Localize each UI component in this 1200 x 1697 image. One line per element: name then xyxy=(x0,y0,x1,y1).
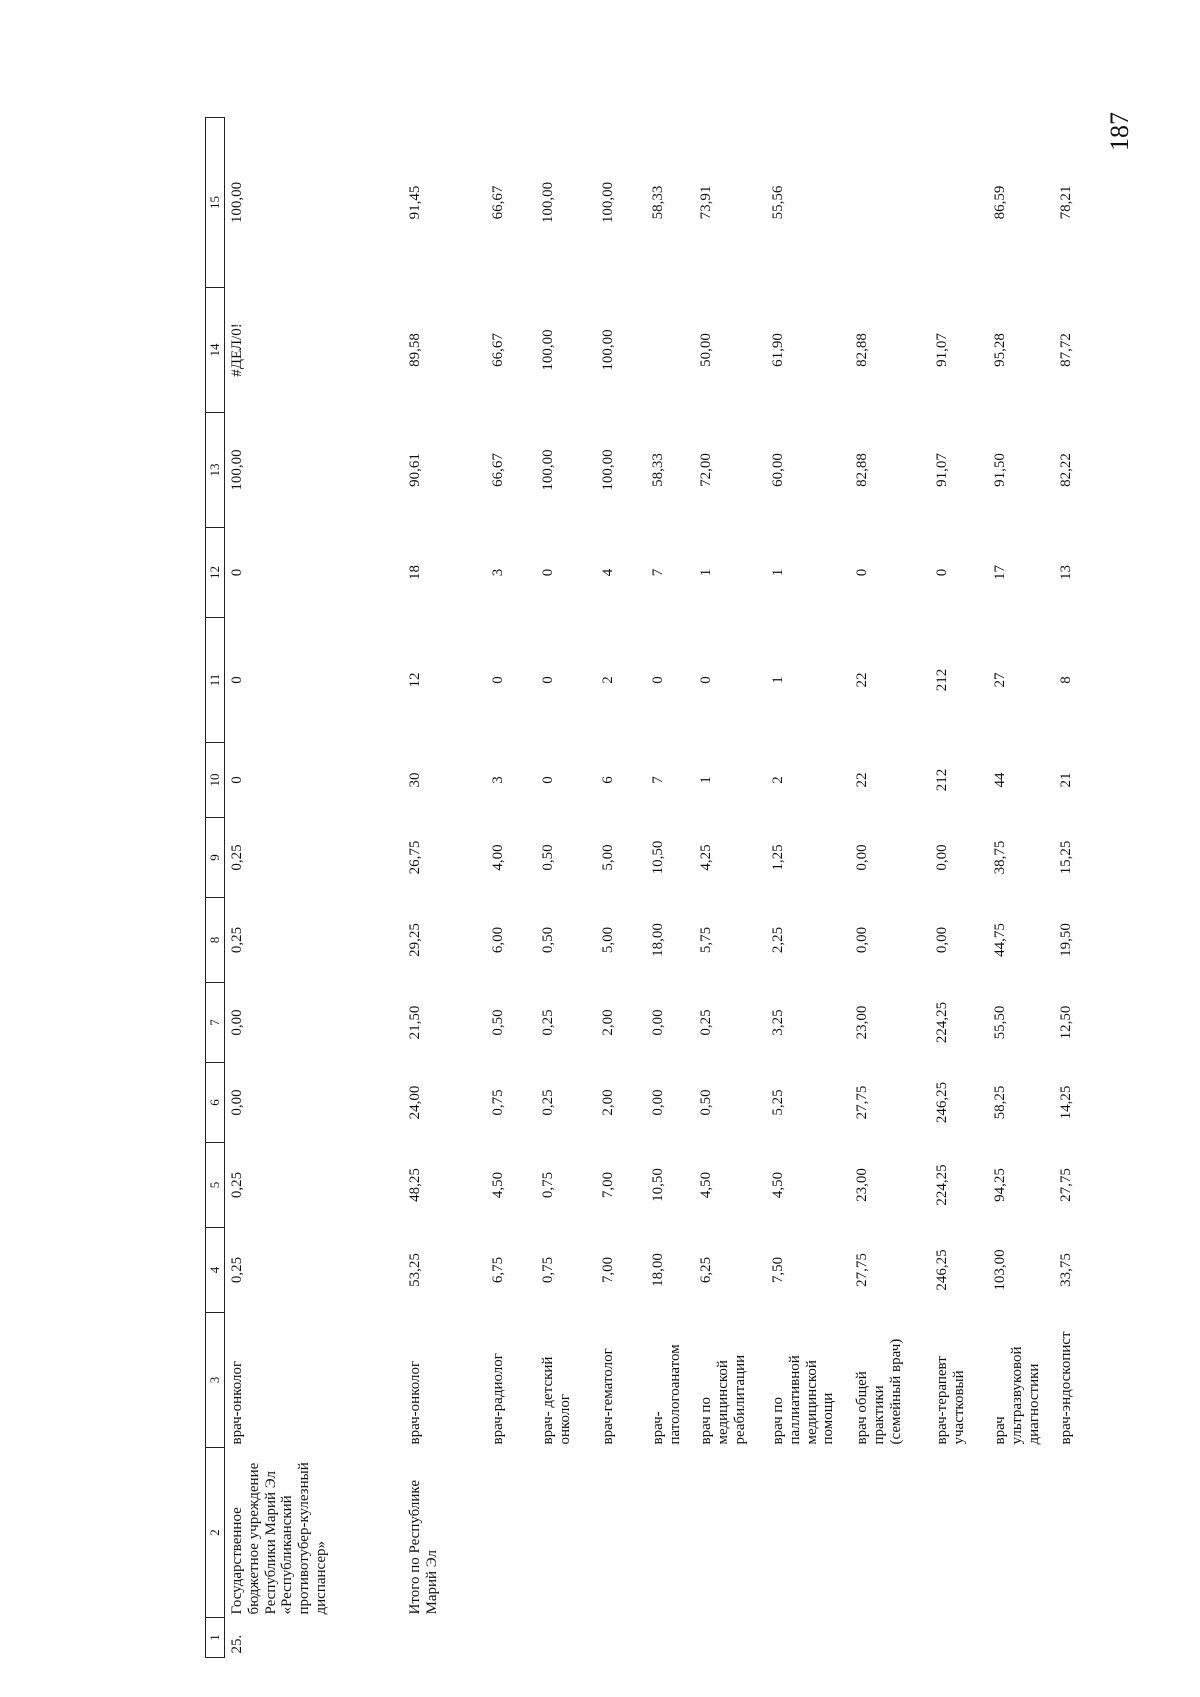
cell-col-11: 0 xyxy=(540,676,556,684)
cell-col-10: 3 xyxy=(490,776,506,784)
cell-col-12: 0 xyxy=(229,568,245,577)
cell-col-1 xyxy=(930,1618,988,1658)
cell-col-9: 4,25 xyxy=(698,844,714,871)
header-cell: 2 xyxy=(206,1448,225,1618)
cell-col-10: 6 xyxy=(600,776,616,784)
header-row xyxy=(206,118,225,1658)
cell-col-5: 23,00 xyxy=(854,1168,870,1202)
cell-col-13: 82,88 xyxy=(854,453,870,487)
cell-col-14: 100,00 xyxy=(600,329,616,371)
header-cell: 13 xyxy=(206,413,225,528)
table-row xyxy=(850,118,930,1658)
cell-col-10: 1 xyxy=(698,776,714,784)
cell-col-4: 18,00 xyxy=(650,1253,666,1287)
cell-col-14 xyxy=(646,288,694,413)
cell-col-7: 0,50 xyxy=(490,1009,506,1036)
cell-col-8: 18,00 xyxy=(650,923,666,957)
cell-col-12: 1 xyxy=(698,568,714,577)
cell-col-12: 18 xyxy=(407,565,423,580)
cell-col-8: 0,00 xyxy=(934,926,950,954)
cell-col-12: 0 xyxy=(934,568,950,577)
cell-col-3: врач-эндоскопист xyxy=(1058,1331,1074,1445)
cell-col-13: 91,50 xyxy=(992,453,1008,487)
cell-col-11: 8 xyxy=(1058,676,1074,684)
cell-col-13: 91,07 xyxy=(934,453,950,487)
cell-col-12: 7 xyxy=(650,568,666,577)
cell-col-8: 19,50 xyxy=(1058,923,1074,957)
cell-col-7: 0,00 xyxy=(650,1009,666,1036)
table-row xyxy=(930,118,988,1658)
cell-col-9: 38,75 xyxy=(992,840,1008,875)
cell-col-15: 100,00 xyxy=(229,181,245,224)
cell-col-2 xyxy=(988,1448,1054,1618)
cell-col-9: 0,25 xyxy=(229,844,245,871)
cell-col-13: 66,67 xyxy=(490,453,506,487)
cell-col-2: Государственное бюджетное учреждение Республики Марий Эл «Республиканский противотубер-кулезный диспансер» xyxy=(229,1462,329,1615)
cell-col-1 xyxy=(403,1618,486,1658)
cell-col-1 xyxy=(694,1618,766,1658)
cell-col-9: 4,00 xyxy=(490,844,506,871)
cell-col-13: 100,00 xyxy=(540,449,556,491)
cell-col-4: 0,75 xyxy=(540,1256,556,1284)
cell-col-6: 246,25 xyxy=(934,1081,950,1124)
cell-col-11: 22 xyxy=(854,672,870,688)
header-cell: 4 xyxy=(206,1228,225,1313)
cell-col-4: 0,25 xyxy=(229,1256,245,1284)
cell-col-10: 2 xyxy=(770,776,786,784)
cell-col-2 xyxy=(596,1448,646,1618)
cell-col-10: 22 xyxy=(854,772,870,788)
cell-col-14: 89,58 xyxy=(407,333,423,367)
header-cell: 9 xyxy=(206,818,225,898)
cell-col-13: 82,22 xyxy=(1058,453,1074,487)
cell-col-11: 1 xyxy=(770,676,786,684)
cell-col-3: врач по медицинской реабилитации xyxy=(698,1354,748,1445)
cell-col-14: 61,90 xyxy=(770,333,786,367)
table-row xyxy=(988,118,1054,1658)
cell-col-11: 0 xyxy=(490,676,506,684)
cell-col-4: 27,75 xyxy=(854,1253,870,1287)
cell-col-14: 100,00 xyxy=(540,329,556,371)
header-cell: 15 xyxy=(206,118,225,288)
cell-col-1 xyxy=(988,1618,1054,1658)
cell-col-15: 86,59 xyxy=(992,185,1008,220)
staffing-table xyxy=(205,117,1106,1658)
cell-col-14: 66,67 xyxy=(490,333,506,367)
header-cell: 12 xyxy=(206,528,225,618)
cell-col-14: 87,72 xyxy=(1058,333,1074,367)
cell-col-2 xyxy=(930,1448,988,1618)
rotated-table-container xyxy=(205,118,1074,1658)
cell-col-7: 0,25 xyxy=(540,1009,556,1036)
cell-col-3: врач- детский онколог xyxy=(540,1356,573,1445)
cell-col-5: 0,75 xyxy=(540,1171,556,1199)
cell-col-12: 0 xyxy=(540,568,556,577)
cell-col-2 xyxy=(766,1448,850,1618)
cell-col-3: врач ультразвуковой диагностики xyxy=(992,1346,1042,1445)
cell-col-15: 73,91 xyxy=(698,185,714,220)
cell-col-15: 100,00 xyxy=(600,181,616,224)
cell-col-11: 0 xyxy=(650,676,666,684)
header-cell: 10 xyxy=(206,743,225,818)
table-row xyxy=(225,118,404,1658)
header-cell: 5 xyxy=(206,1143,225,1228)
cell-col-1 xyxy=(536,1618,596,1658)
cell-col-5: 0,25 xyxy=(229,1171,245,1199)
cell-col-8: 44,75 xyxy=(992,923,1008,957)
cell-col-5: 94,25 xyxy=(992,1168,1008,1202)
cell-col-4: 6,75 xyxy=(490,1256,506,1284)
cell-col-2 xyxy=(646,1448,694,1618)
header-cell: 1 xyxy=(206,1618,225,1658)
cell-col-7: 3,25 xyxy=(770,1009,786,1036)
cell-col-5: 224,25 xyxy=(934,1164,950,1206)
cell-col-6: 0,75 xyxy=(490,1089,506,1116)
table-row xyxy=(536,118,596,1658)
cell-col-15: 91,45 xyxy=(407,185,423,220)
cell-col-8: 0,00 xyxy=(854,926,870,954)
header-cell: 8 xyxy=(206,898,225,983)
cell-col-2 xyxy=(536,1448,596,1618)
cell-col-9: 26,75 xyxy=(407,840,423,875)
table-row xyxy=(766,118,850,1658)
cell-col-4: 7,00 xyxy=(600,1256,616,1284)
cell-col-3: врач-онколог xyxy=(407,1360,423,1445)
cell-col-12: 13 xyxy=(1058,565,1074,580)
cell-col-14: 50,00 xyxy=(698,333,714,367)
cell-col-9: 0,50 xyxy=(540,844,556,871)
cell-col-6: 24,00 xyxy=(407,1085,423,1120)
cell-col-13: 90,61 xyxy=(407,453,423,487)
cell-col-5: 4,50 xyxy=(698,1171,714,1199)
header-cell: 14 xyxy=(206,288,225,413)
cell-col-6: 0,25 xyxy=(540,1089,556,1116)
cell-col-2 xyxy=(486,1448,536,1618)
cell-col-11: 2 xyxy=(600,676,616,684)
cell-col-1: 25. xyxy=(229,1634,245,1654)
cell-col-6: 27,75 xyxy=(854,1085,870,1120)
table-row xyxy=(646,118,694,1658)
cell-col-13: 100,00 xyxy=(600,449,616,491)
cell-col-11: 12 xyxy=(407,672,423,688)
table-row xyxy=(694,118,766,1658)
cell-col-13: 58,33 xyxy=(650,453,666,487)
cell-col-9: 0,00 xyxy=(854,844,870,871)
cell-col-1 xyxy=(646,1618,694,1658)
cell-col-3: врач общей практики (семейный врач) xyxy=(854,1338,904,1445)
cell-col-12: 1 xyxy=(770,568,786,577)
cell-col-10: 7 xyxy=(650,776,666,784)
cell-col-13: 72,00 xyxy=(698,453,714,487)
cell-col-8: 0,25 xyxy=(229,926,245,954)
cell-col-4: 103,00 xyxy=(992,1249,1008,1291)
cell-col-8: 0,50 xyxy=(540,926,556,954)
cell-col-2 xyxy=(694,1448,766,1618)
page-number: 187 xyxy=(1105,112,1134,151)
cell-col-2 xyxy=(1054,1448,1106,1618)
cell-col-11: 27 xyxy=(992,672,1008,688)
table-row xyxy=(403,118,486,1658)
cell-col-13: 100,00 xyxy=(229,449,245,491)
cell-col-7: 224,25 xyxy=(934,1001,950,1044)
cell-col-1 xyxy=(596,1618,646,1658)
cell-col-15: 100,00 xyxy=(540,181,556,224)
cell-col-6: 0,00 xyxy=(229,1089,245,1116)
cell-col-9: 10,50 xyxy=(650,840,666,875)
cell-col-6: 2,00 xyxy=(600,1089,616,1116)
cell-col-5: 7,00 xyxy=(600,1171,616,1199)
cell-col-1 xyxy=(1054,1618,1106,1658)
cell-col-9: 0,00 xyxy=(934,844,950,871)
cell-col-6: 5,25 xyxy=(770,1089,786,1116)
table-row xyxy=(1054,118,1106,1658)
cell-col-6: 58,25 xyxy=(992,1085,1008,1120)
cell-col-1 xyxy=(850,1618,930,1658)
cell-col-8: 6,00 xyxy=(490,926,506,954)
cell-col-5: 4,50 xyxy=(770,1171,786,1199)
cell-col-5: 27,75 xyxy=(1058,1168,1074,1202)
cell-col-7: 55,50 xyxy=(992,1005,1008,1040)
cell-col-3: врач-радиолог xyxy=(490,1353,506,1445)
cell-col-10: 44 xyxy=(992,772,1008,788)
cell-col-7: 0,25 xyxy=(698,1009,714,1036)
cell-col-4: 7,50 xyxy=(770,1256,786,1284)
cell-col-10: 0 xyxy=(229,776,245,784)
cell-col-8: 5,00 xyxy=(600,926,616,954)
cell-col-6: 0,00 xyxy=(650,1089,666,1116)
cell-col-1 xyxy=(766,1618,850,1658)
cell-col-6: 14,25 xyxy=(1058,1085,1074,1120)
cell-col-9: 1,25 xyxy=(770,844,786,871)
cell-col-14: 91,07 xyxy=(934,333,950,367)
cell-col-10: 30 xyxy=(407,772,423,788)
table-row xyxy=(486,118,536,1658)
cell-col-13: 60,00 xyxy=(770,453,786,487)
cell-col-7: 12,50 xyxy=(1058,1005,1074,1040)
cell-col-4: 53,25 xyxy=(407,1253,423,1287)
cell-col-4: 33,75 xyxy=(1058,1253,1074,1287)
cell-col-5: 10,50 xyxy=(650,1168,666,1202)
cell-col-3: врач-онколог xyxy=(229,1360,245,1445)
cell-col-3: врач по паллиативной медицинской помощи xyxy=(770,1355,837,1445)
header-cell: 6 xyxy=(206,1063,225,1143)
cell-col-12: 0 xyxy=(854,568,870,577)
cell-col-10: 212 xyxy=(934,768,950,792)
cell-col-7: 21,50 xyxy=(407,1005,423,1040)
cell-col-3: врач-гематолог xyxy=(600,1348,616,1445)
cell-col-12: 4 xyxy=(600,568,616,577)
cell-col-10: 21 xyxy=(1058,772,1074,788)
cell-col-4: 6,25 xyxy=(698,1256,714,1284)
cell-col-3: врач-терапевт участковый xyxy=(934,1356,967,1445)
cell-col-15: 58,33 xyxy=(650,185,666,220)
cell-col-5: 4,50 xyxy=(490,1171,506,1199)
header-cell: 11 xyxy=(206,618,225,743)
cell-col-11: 0 xyxy=(229,676,245,684)
cell-col-15: 78,21 xyxy=(1058,185,1074,220)
cell-col-15: 55,56 xyxy=(770,185,786,220)
cell-col-9: 5,00 xyxy=(600,844,616,871)
cell-col-2: Итого по Республике Марий Эл xyxy=(407,1479,440,1615)
cell-col-7: 23,00 xyxy=(854,1005,870,1040)
cell-col-1 xyxy=(486,1618,536,1658)
header-cell: 7 xyxy=(206,983,225,1063)
header-cell: 3 xyxy=(206,1313,225,1448)
cell-col-8: 5,75 xyxy=(698,926,714,954)
cell-col-10: 0 xyxy=(540,776,556,784)
cell-col-11: 212 xyxy=(934,668,950,692)
cell-col-14: #ДЕЛ/0! xyxy=(229,323,245,377)
cell-col-6: 0,50 xyxy=(698,1089,714,1116)
cell-col-15 xyxy=(930,118,988,288)
table-row xyxy=(596,118,646,1658)
cell-col-8: 29,25 xyxy=(407,923,423,957)
cell-col-15: 66,67 xyxy=(490,185,506,220)
cell-col-14: 95,28 xyxy=(992,333,1008,367)
cell-col-7: 0,00 xyxy=(229,1009,245,1036)
cell-col-8: 2,25 xyxy=(770,926,786,954)
cell-col-12: 17 xyxy=(992,565,1008,580)
cell-col-3: врач-патологоанатом xyxy=(650,1344,683,1445)
cell-col-15 xyxy=(850,118,930,288)
cell-col-5: 48,25 xyxy=(407,1168,423,1202)
cell-col-14: 82,88 xyxy=(854,333,870,367)
cell-col-7: 2,00 xyxy=(600,1009,616,1036)
cell-col-4: 246,25 xyxy=(934,1249,950,1291)
cell-col-2 xyxy=(850,1448,930,1618)
cell-col-12: 3 xyxy=(490,568,506,577)
cell-col-9: 15,25 xyxy=(1058,840,1074,875)
cell-col-11: 0 xyxy=(698,676,714,684)
